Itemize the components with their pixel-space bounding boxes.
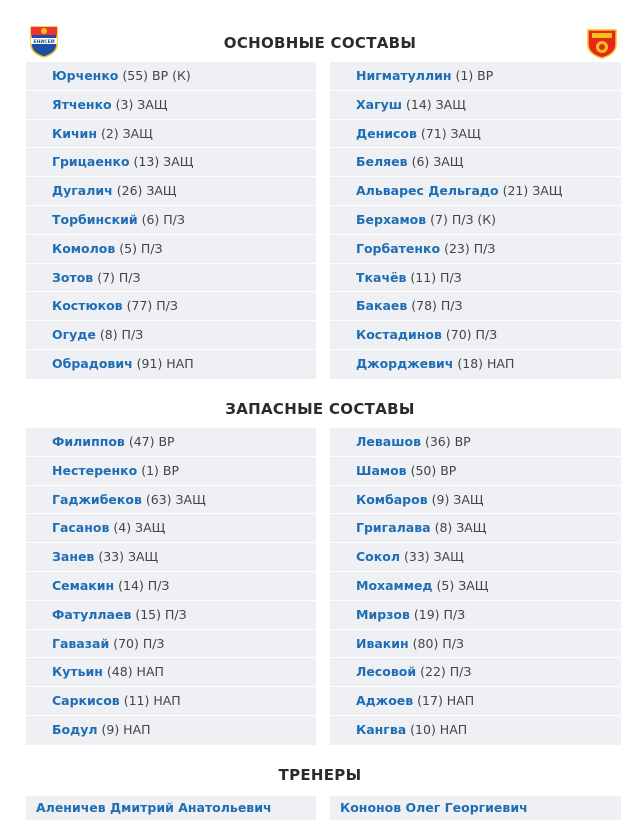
player-name-link[interactable]: Бодул bbox=[52, 721, 98, 737]
player-name-link[interactable]: Бакаев bbox=[356, 298, 408, 314]
player-row bbox=[330, 321, 621, 350]
player-number-position: (7) П/З (К) bbox=[430, 211, 497, 227]
player-name-link[interactable]: Саркисов bbox=[52, 693, 120, 709]
player-row bbox=[330, 292, 621, 321]
player-name-link[interactable]: Григалава bbox=[356, 520, 431, 536]
subs-title: ЗАПАСНЫЕ СОСТАВЫ bbox=[225, 400, 415, 418]
player-row bbox=[330, 177, 621, 206]
player-number-position: (70) П/З bbox=[113, 635, 165, 651]
player-number-position: (17) НАП bbox=[417, 693, 475, 709]
player-number-position: (15) П/З bbox=[135, 606, 187, 622]
player-number-position: (21) ЗАЩ bbox=[502, 183, 563, 199]
player-number-position: (50) ВР bbox=[410, 462, 457, 478]
player-number-position: (48) НАП bbox=[106, 664, 164, 680]
player-number-position: (5) П/З bbox=[119, 240, 163, 256]
player-name-link[interactable]: Гаджибеков bbox=[52, 491, 142, 507]
player-number-position: (77) П/З bbox=[126, 298, 178, 314]
player-name-link[interactable]: Берхамов bbox=[356, 211, 427, 227]
player-row bbox=[330, 148, 621, 177]
player-row bbox=[26, 716, 316, 745]
player-number-position: (22) П/З bbox=[420, 664, 472, 680]
player-name-link[interactable]: Семакин bbox=[52, 577, 115, 593]
player-row bbox=[26, 658, 316, 687]
player-name-link[interactable]: Ивакин bbox=[356, 635, 409, 651]
player-name-link[interactable]: Горбатенко bbox=[356, 240, 441, 256]
player-name-link[interactable]: Торбинский bbox=[52, 211, 138, 227]
player-row bbox=[26, 572, 316, 601]
player-row bbox=[330, 235, 621, 264]
player-row bbox=[330, 658, 621, 687]
coaches-title: ТРЕНЕРЫ bbox=[278, 766, 362, 784]
player-row bbox=[26, 321, 316, 350]
player-number-position: (26) ЗАЩ bbox=[116, 183, 177, 199]
player-name-link[interactable]: Кичин bbox=[52, 125, 97, 141]
player-name-link[interactable]: Дугалич bbox=[52, 183, 113, 199]
player-row bbox=[330, 350, 621, 379]
player-name-link[interactable]: Обрадович bbox=[52, 355, 133, 371]
player-name-link[interactable]: Занев bbox=[52, 549, 95, 565]
player-name-link[interactable]: Костюков bbox=[52, 298, 123, 314]
player-row bbox=[26, 148, 316, 177]
player-number-position: (6) ЗАЩ bbox=[411, 154, 464, 170]
player-row bbox=[330, 486, 621, 515]
home-subs-list bbox=[26, 428, 316, 745]
player-name-link[interactable]: Фатуллаев bbox=[52, 606, 132, 622]
player-number-position: (70) П/З bbox=[445, 327, 498, 343]
player-name-link[interactable]: Шамов bbox=[356, 462, 407, 478]
player-row bbox=[26, 457, 316, 486]
player-name-link[interactable]: Аджоев bbox=[356, 693, 414, 709]
player-name-link[interactable]: Джорджевич bbox=[356, 355, 454, 371]
player-row bbox=[330, 120, 621, 149]
player-name-link[interactable]: Левашов bbox=[356, 434, 421, 449]
player-number-position: (9) НАП bbox=[101, 721, 151, 737]
player-name-link[interactable]: Альварес Дельгадо bbox=[356, 183, 499, 199]
player-number-position: (80) П/З bbox=[412, 635, 464, 651]
player-number-position: (33) ЗАЩ bbox=[403, 549, 464, 565]
player-row bbox=[26, 91, 316, 120]
player-row bbox=[26, 428, 316, 457]
player-row bbox=[26, 350, 316, 379]
player-number-position: (9) ЗАЩ bbox=[431, 491, 484, 507]
player-number-position: (47) ВР bbox=[128, 434, 175, 449]
player-name-link[interactable]: Костадинов bbox=[356, 327, 442, 343]
player-name-link[interactable]: Мохаммед bbox=[356, 577, 433, 593]
player-row bbox=[330, 572, 621, 601]
away-subs-list bbox=[330, 428, 621, 745]
player-name-link[interactable]: Нестеренко bbox=[52, 462, 138, 478]
player-row bbox=[26, 177, 316, 206]
player-row bbox=[330, 716, 621, 745]
player-name-link[interactable]: Мирзов bbox=[356, 606, 410, 622]
player-name-link[interactable]: Зотов bbox=[52, 269, 94, 285]
player-row bbox=[26, 264, 316, 293]
player-name-link[interactable]: Сокол bbox=[356, 549, 400, 565]
player-row bbox=[26, 601, 316, 630]
player-row bbox=[26, 630, 316, 659]
player-name-link[interactable]: Ятченко bbox=[52, 96, 112, 112]
home-lineup-list bbox=[26, 62, 316, 379]
player-row bbox=[26, 486, 316, 515]
player-name-link[interactable]: Филиппов bbox=[52, 434, 125, 449]
player-row bbox=[330, 543, 621, 572]
player-row bbox=[330, 428, 621, 457]
player-name-link[interactable]: Кангва bbox=[356, 721, 407, 737]
player-row bbox=[330, 457, 621, 486]
player-name-link[interactable]: Гавазай bbox=[52, 635, 110, 651]
player-number-position: (36) ВР bbox=[424, 434, 471, 449]
player-number-position: (14) П/З bbox=[118, 577, 170, 593]
player-number-position: (18) НАП bbox=[457, 355, 515, 371]
player-number-position: (7) П/З bbox=[97, 269, 141, 285]
player-number-position: (63) ЗАЩ bbox=[145, 491, 206, 507]
player-row bbox=[26, 292, 316, 321]
player-name-link[interactable]: Гасанов bbox=[52, 520, 110, 536]
player-number-position: (3) ЗАЩ bbox=[115, 96, 168, 112]
player-row bbox=[330, 601, 621, 630]
away-lineup-list bbox=[330, 62, 621, 379]
player-number-position: (4) ЗАЩ bbox=[113, 520, 166, 536]
player-number-position: (33) ЗАЩ bbox=[98, 549, 159, 565]
away-coach-link[interactable]: Кононов Олег Георгиевич bbox=[330, 796, 621, 820]
player-name-link[interactable]: Грицаенко bbox=[52, 154, 130, 170]
player-row bbox=[330, 264, 621, 293]
player-row bbox=[26, 514, 316, 543]
player-row bbox=[330, 687, 621, 716]
player-row bbox=[26, 235, 316, 264]
player-name-link[interactable]: Огуде bbox=[52, 327, 96, 343]
player-name-link[interactable]: Юрченко bbox=[52, 68, 119, 83]
player-number-position: (2) ЗАЩ bbox=[100, 125, 153, 141]
player-name-link[interactable]: Лесовой bbox=[356, 664, 417, 680]
player-number-position: (23) П/З bbox=[444, 240, 496, 256]
player-number-position: (8) ЗАЩ bbox=[434, 520, 487, 536]
main-lineups-title: ОСНОВНЫЕ СОСТАВЫ bbox=[223, 34, 417, 52]
player-number-position: (8) П/З bbox=[99, 327, 144, 343]
player-row bbox=[330, 91, 621, 120]
player-name-link[interactable]: Ткачёв bbox=[356, 269, 407, 285]
player-number-position: (71) ЗАЩ bbox=[420, 125, 481, 141]
player-number-position: (91) НАП bbox=[136, 355, 194, 371]
player-row bbox=[330, 630, 621, 659]
player-name-link[interactable]: Беляев bbox=[356, 154, 408, 170]
player-row bbox=[26, 687, 316, 716]
player-name-link[interactable]: Комбаров bbox=[356, 491, 428, 507]
player-row bbox=[26, 120, 316, 149]
player-number-position: (19) П/З bbox=[413, 606, 466, 622]
player-number-position: (11) П/З bbox=[410, 269, 462, 285]
player-name-link[interactable]: Комолов bbox=[52, 240, 116, 256]
player-name-link[interactable]: Хагуш bbox=[356, 96, 403, 112]
player-row bbox=[26, 62, 316, 91]
player-row bbox=[330, 206, 621, 235]
player-number-position: (14) ЗАЩ bbox=[406, 96, 466, 112]
player-number-position: (5) ЗАЩ bbox=[436, 577, 489, 593]
player-row bbox=[26, 206, 316, 235]
player-row bbox=[26, 543, 316, 572]
player-number-position: (11) НАП bbox=[123, 693, 181, 709]
player-number-position: (78) П/З bbox=[411, 298, 463, 314]
player-number-position: (55) ВР (К) bbox=[122, 68, 191, 83]
player-row bbox=[330, 514, 621, 543]
player-number-position: (1) ВР bbox=[455, 68, 494, 83]
player-row bbox=[330, 62, 621, 91]
player-number-position: (1) ВР bbox=[141, 462, 179, 478]
home-coach-link[interactable]: Аленичев Дмитрий Анатольевич bbox=[26, 796, 316, 820]
player-name-link[interactable]: Нигматуллин bbox=[356, 68, 452, 83]
enisey-logo-text: ЕНИСЕЙ bbox=[33, 40, 55, 45]
player-number-position: (13) ЗАЩ bbox=[133, 154, 194, 170]
player-number-position: (10) НАП bbox=[410, 721, 468, 737]
player-name-link[interactable]: Денисов bbox=[356, 125, 417, 141]
player-name-link[interactable]: Кутьин bbox=[52, 664, 103, 680]
player-number-position: (6) П/З bbox=[141, 211, 185, 227]
